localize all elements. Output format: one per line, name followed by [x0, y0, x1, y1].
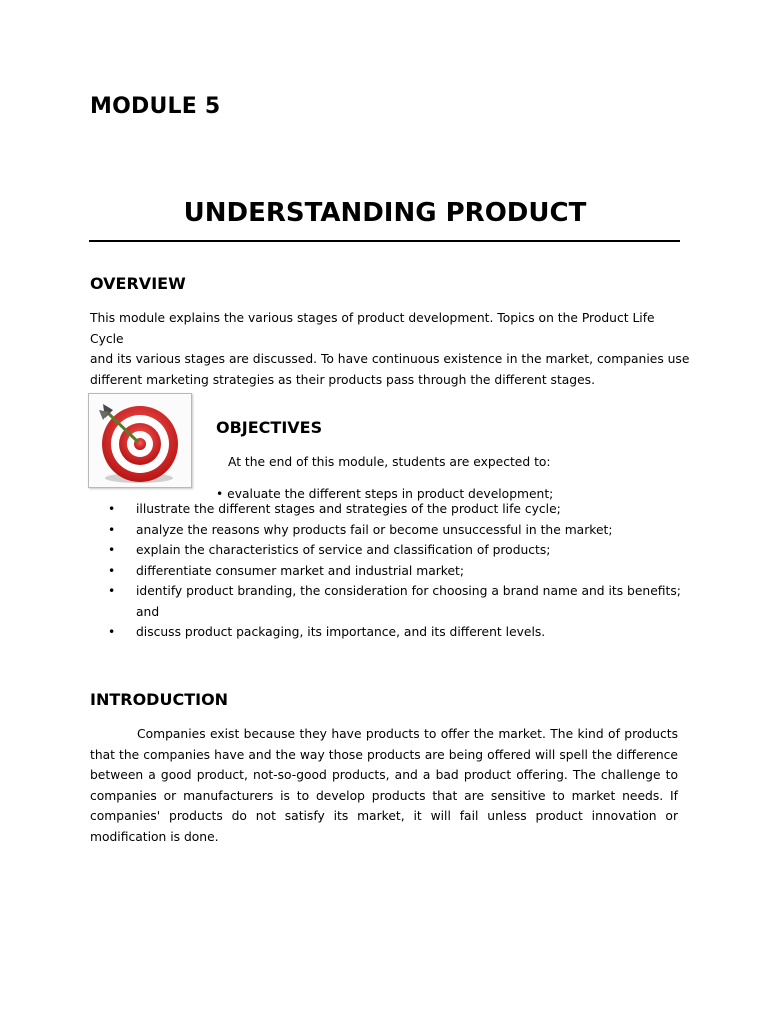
- objectives-heading: OBJECTIVES: [216, 418, 323, 437]
- title-divider: [89, 240, 680, 242]
- objective-text: illustrate the different stages and strategies of the product life cycle;: [136, 502, 561, 516]
- objectives-list: [108, 499, 683, 643]
- objective-text: differentiate consumer market and industrial market;: [136, 563, 465, 578]
- overview-heading: OVERVIEW: [90, 274, 186, 293]
- objective-item: [108, 540, 683, 561]
- overview-line: different marketing strategies as their products pass through the different stages.: [90, 372, 595, 387]
- bullet: •: [108, 563, 116, 578]
- bullet: •: [108, 522, 116, 537]
- introduction-heading: INTRODUCTION: [90, 690, 229, 709]
- bullet: •: [108, 625, 116, 639]
- objective-text: analyze the reasons why products fail or become unsuccessful in the market;: [136, 522, 613, 537]
- objective-item: • evaluate the different steps in product development;: [216, 487, 554, 501]
- module-label: MODULE 5: [90, 94, 221, 119]
- objective-text: identify product branding, the consideration for choosing a brand name and its benefits; and: [136, 584, 681, 619]
- objectives-intro: At the end of this module, students are expected to:: [228, 455, 551, 469]
- dartboard-target-icon: [88, 393, 192, 488]
- objective-item: [108, 581, 683, 622]
- objective-item: [108, 520, 683, 541]
- objective-item: [108, 499, 683, 520]
- objective-text: explain the characteristics of service and classification of products;: [136, 543, 551, 557]
- objective-item: [108, 622, 683, 643]
- introduction-paragraph: Companies exist because they have products to offer the market. The kind of products that the companies have and the way those products are being offered will spell the difference between a good product, not-so-good products, and a bad product offering. The challenge to companies or manufacturers is to develop products that are sensitive to market needs. If companies' products do not satisfy its market, it will fail unless product innovation or modification is done.: [90, 727, 678, 844]
- page-title: UNDERSTANDING PRODUCT: [183, 198, 587, 228]
- objective-text: discuss product packaging, its importance, and its different levels.: [136, 625, 546, 639]
- overview-paragraph: [90, 308, 690, 390]
- bullet: •: [108, 543, 116, 557]
- bullet: •: [108, 502, 116, 516]
- overview-line: This module explains the various stages of product development. Topics on the Product Life Cycle: [90, 311, 655, 346]
- objective-item: [108, 561, 683, 582]
- overview-line: and its various stages are discussed. To have continuous existence in the market, companies use: [90, 352, 690, 366]
- bullet: •: [108, 584, 116, 598]
